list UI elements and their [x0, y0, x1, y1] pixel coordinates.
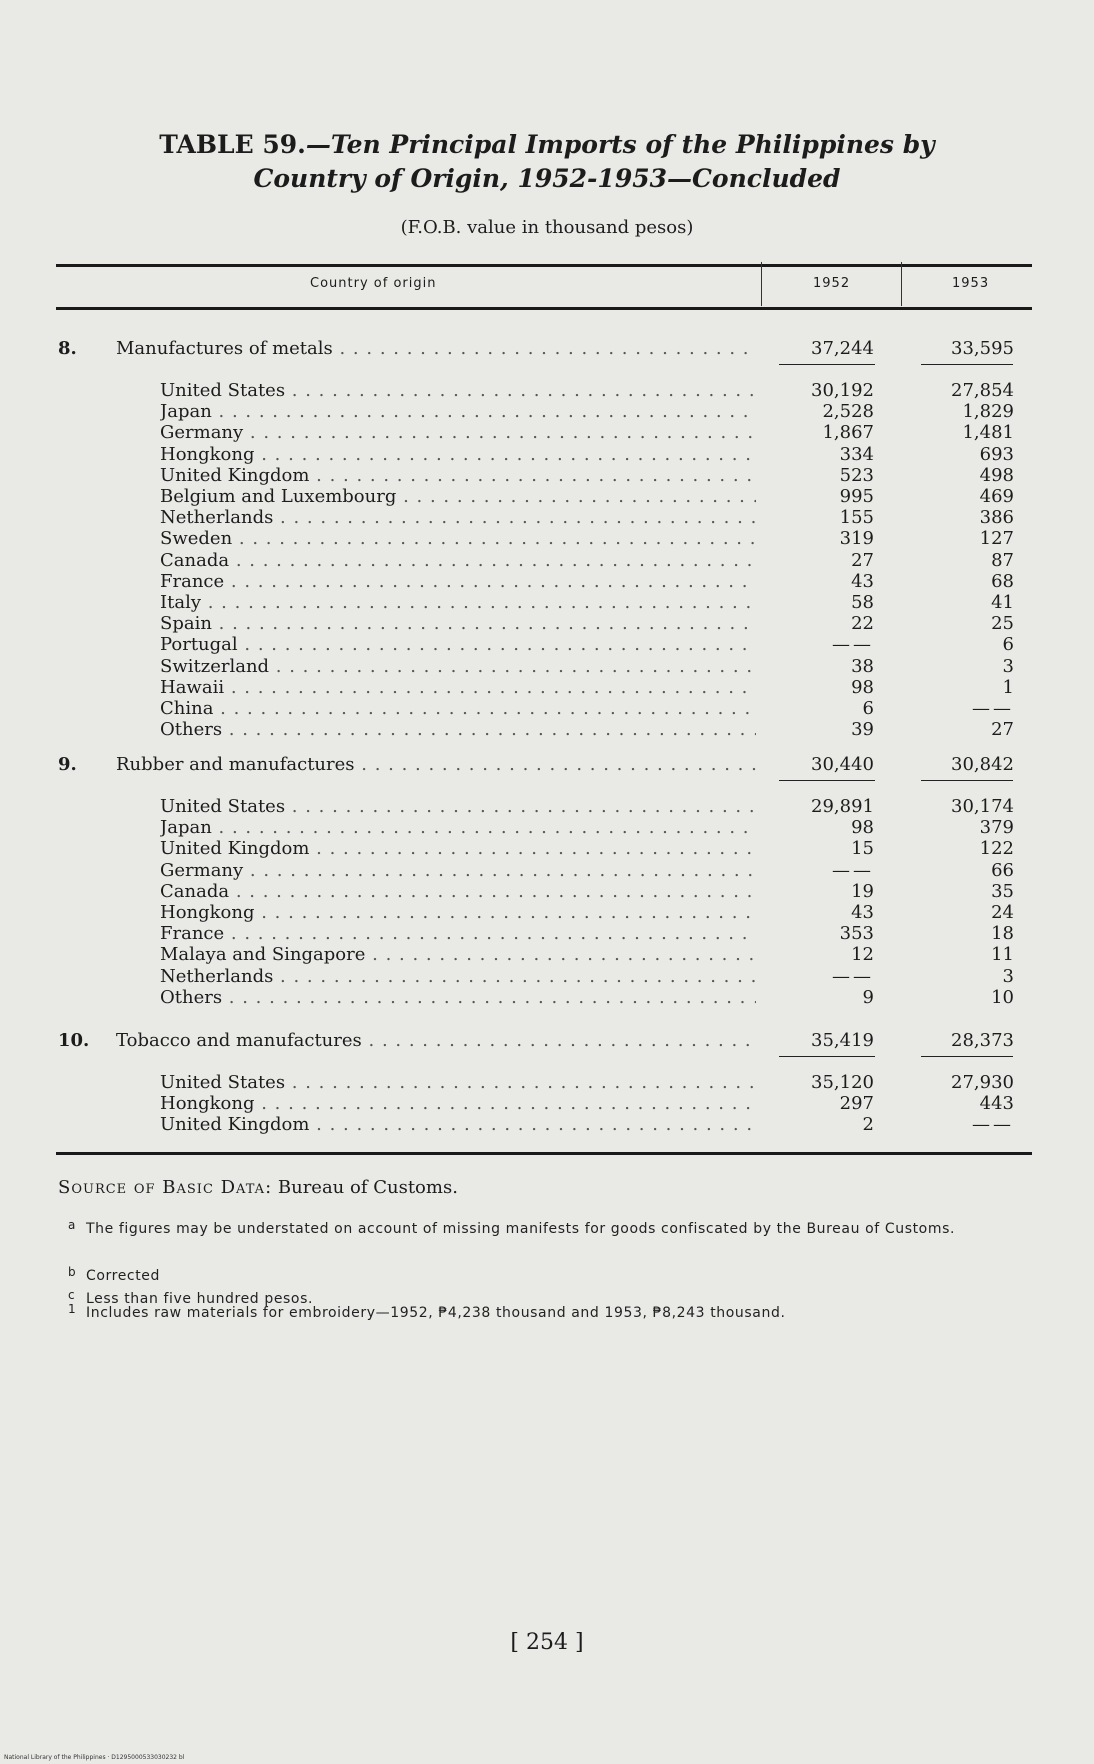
value-1953: 693: [979, 443, 1014, 465]
value-1953: 443: [979, 1093, 1014, 1115]
value-1952: 523: [839, 464, 874, 486]
value-1953: 127: [979, 528, 1014, 550]
value-1952: ——: [832, 965, 874, 987]
value-1952: 39: [851, 719, 874, 741]
section-value-1952: 30,440: [811, 754, 874, 775]
footnote-b: b Corrected: [68, 1265, 160, 1284]
table-row: [0, 550, 1094, 572]
country-name: Netherlands . . .: [160, 966, 756, 988]
value-1952: 155: [839, 507, 874, 529]
table-row: [0, 634, 1094, 656]
value-1953: 498: [979, 464, 1014, 486]
country-name: Switzerland . . .: [160, 656, 756, 678]
section-value-1952: 35,419: [811, 1030, 874, 1051]
section-row: [0, 1030, 1094, 1052]
table-row: [0, 987, 1094, 1009]
country-name: Germany . . .: [160, 860, 756, 882]
value-1952: 22: [851, 613, 874, 635]
value-1952: 35,120: [811, 1072, 874, 1093]
value-1953: ——: [972, 1114, 1014, 1136]
value-1953: 3: [1002, 655, 1014, 677]
subtotal-rule: [779, 780, 875, 781]
value-1953: 469: [979, 486, 1014, 507]
title-line-1: —Ten Principal Imports of the Philippines by: [305, 130, 935, 159]
country-name: Japan . . .: [160, 817, 756, 839]
source-line: [58, 1177, 458, 1198]
value-1952: 319: [839, 528, 874, 550]
section-row: [0, 338, 1094, 360]
title-concluded: —Concluded: [667, 164, 841, 193]
country-name: Italy . . .: [160, 592, 756, 614]
table-row: [0, 1072, 1094, 1094]
value-1953: 30,174: [951, 796, 1014, 817]
country-name: Netherlands . . .: [160, 507, 756, 529]
value-1953: 25: [991, 613, 1014, 635]
value-1953: 10: [991, 986, 1014, 1008]
column-header-1953: 1953: [952, 276, 990, 291]
value-1952: ——: [832, 634, 874, 656]
value-1953: 18: [991, 923, 1014, 945]
table-row: [0, 923, 1094, 945]
value-1952: 2,528: [822, 401, 874, 423]
column-header-country: Country of origin: [310, 276, 437, 291]
value-1953: 11: [991, 944, 1014, 966]
table-row: [0, 1114, 1094, 1136]
page-number: [ 254 ]: [510, 1630, 584, 1655]
section-label: Rubber and manufactures . . .: [116, 754, 756, 776]
column-divider: [761, 262, 762, 306]
subtotal-rule: [779, 1056, 875, 1057]
value-1952: 6: [862, 698, 874, 719]
country-name: United States . . .: [160, 796, 756, 818]
footnote-1: 1 Includes raw materials for embroidery—1952, ₱4,238 thousand and 1953, ₱8,243 thousand.: [68, 1302, 786, 1321]
table-row: [0, 380, 1094, 402]
subtotal-rule: [779, 364, 875, 365]
value-1953: ——: [972, 698, 1014, 719]
table-row: [0, 507, 1094, 529]
table-row: [0, 444, 1094, 466]
table-row: [0, 613, 1094, 635]
value-1952: 1,867: [822, 422, 874, 444]
country-name: Germany . . .: [160, 422, 756, 444]
subtotal-rule: [921, 780, 1013, 781]
value-1953: 379: [979, 817, 1014, 839]
value-1952: 19: [851, 880, 874, 902]
value-1952: 15: [851, 838, 874, 860]
footnote-c: c Less than five hundred pesos.: [68, 1288, 314, 1307]
scan-footer: National Library of the Philippines · D1295000533030232 bl: [4, 1754, 185, 1761]
table-row: [0, 944, 1094, 966]
value-1953: 1,829: [962, 401, 1014, 423]
table-row: [0, 1093, 1094, 1115]
table-row: [0, 528, 1094, 550]
country-name: United States . . .: [160, 380, 756, 402]
table-row: [0, 677, 1094, 699]
country-name: France . . .: [160, 923, 756, 945]
table-row: [0, 902, 1094, 924]
table-row: [0, 719, 1094, 741]
table-row: [0, 796, 1094, 818]
table-row: [0, 817, 1094, 839]
table-subtitle: (F.O.B. value in thousand pesos): [400, 217, 694, 238]
column-divider: [901, 262, 902, 306]
table-bottom-rule: [56, 1152, 1032, 1155]
country-name: Portugal . . .: [160, 634, 756, 656]
table-row: [0, 422, 1094, 444]
value-1953: 68: [991, 570, 1014, 592]
value-1952: 29,891: [811, 796, 874, 817]
country-name: United Kingdom . . .: [160, 1114, 756, 1136]
table-row: [0, 465, 1094, 487]
value-1953: 27,930: [951, 1072, 1014, 1093]
table-row: [0, 881, 1094, 903]
table-row: [0, 698, 1094, 720]
value-1953: 1,481: [962, 422, 1014, 444]
value-1952: 297: [839, 1093, 874, 1115]
value-1953: 66: [991, 859, 1014, 881]
value-1953: 35: [991, 880, 1014, 902]
table-row: [0, 571, 1094, 593]
section-value-1953: 28,373: [951, 1030, 1014, 1051]
value-1952: 98: [851, 817, 874, 839]
value-1953: 122: [979, 838, 1014, 860]
country-name: Canada . . .: [160, 550, 756, 572]
value-1952: 12: [851, 944, 874, 966]
value-1952: 30,192: [811, 380, 874, 401]
country-name: Hongkong . . .: [160, 902, 756, 924]
value-1953: 386: [979, 507, 1014, 529]
value-1952: 353: [839, 923, 874, 945]
value-1952: 58: [851, 592, 874, 613]
table-top-rule: [56, 264, 1032, 267]
value-1953: 27,854: [951, 380, 1014, 401]
column-header-1952: 1952: [813, 276, 851, 291]
section-number: 9.: [58, 754, 77, 775]
subtotal-rule: [921, 364, 1013, 365]
country-name: United Kingdom . . .: [160, 838, 756, 860]
section-row: [0, 754, 1094, 776]
table-header-rule: [56, 307, 1032, 310]
country-name: Sweden . . .: [160, 528, 756, 550]
table-row: [0, 486, 1094, 508]
country-name: Canada . . .: [160, 881, 756, 903]
value-1953: 27: [991, 719, 1014, 741]
value-1953: 6: [1002, 634, 1014, 656]
section-label: Tobacco and manufactures . . .: [116, 1030, 756, 1052]
country-name: Japan . . .: [160, 401, 756, 423]
country-name: Spain . . .: [160, 613, 756, 635]
value-1953: 24: [991, 902, 1014, 923]
country-name: Malaya and Singapore . . .: [160, 944, 756, 966]
value-1953: 41: [991, 592, 1014, 613]
section-number: 8.: [58, 338, 77, 359]
section-label: Manufactures of metals . . .: [116, 338, 756, 360]
country-name: Others . . .: [160, 987, 756, 1009]
value-1952: 9: [862, 986, 874, 1008]
table-row: [0, 592, 1094, 614]
country-name: Hongkong . . .: [160, 1093, 756, 1115]
value-1952: ——: [832, 859, 874, 881]
table-row: [0, 838, 1094, 860]
title-line-2: Country of Origin, 1952-1953: [253, 164, 668, 193]
source-text: Bureau of Customs.: [277, 1177, 458, 1198]
value-1953: 1: [1002, 676, 1014, 698]
value-1952: 43: [851, 902, 874, 923]
value-1952: 995: [839, 486, 874, 507]
section-value-1953: 33,595: [951, 338, 1014, 359]
country-name: Hawaii . . .: [160, 677, 756, 699]
country-name: United States . . .: [160, 1072, 756, 1094]
country-name: Others . . .: [160, 719, 756, 741]
table-row: [0, 966, 1094, 988]
value-1952: 2: [862, 1114, 874, 1136]
value-1952: 98: [851, 676, 874, 698]
value-1952: 334: [839, 443, 874, 465]
value-1953: 87: [991, 549, 1014, 571]
section-value-1953: 30,842: [951, 754, 1014, 775]
table-row: [0, 656, 1094, 678]
table-row: [0, 860, 1094, 882]
country-name: Belgium and Luxembourg . . .: [160, 486, 756, 508]
country-name: Hongkong . . .: [160, 444, 756, 466]
value-1953: 3: [1002, 965, 1014, 987]
country-name: China . . .: [160, 698, 756, 720]
section-number: 10.: [58, 1030, 90, 1051]
footnote-a: a The figures may be understated on account of missing manifests for goods confiscated by the Bureau of Customs.: [68, 1218, 956, 1237]
subtotal-rule: [921, 1056, 1013, 1057]
source-label: Source of Basic Data:: [58, 1177, 273, 1198]
value-1952: 38: [851, 655, 874, 677]
value-1952: 43: [851, 570, 874, 592]
country-name: United Kingdom . . .: [160, 465, 756, 487]
section-value-1952: 37,244: [811, 338, 874, 359]
table-title: [0, 128, 1094, 196]
title-table-number: TABLE 59.: [159, 130, 306, 159]
country-name: France . . .: [160, 571, 756, 593]
value-1952: 27: [851, 549, 874, 571]
table-row: [0, 401, 1094, 423]
